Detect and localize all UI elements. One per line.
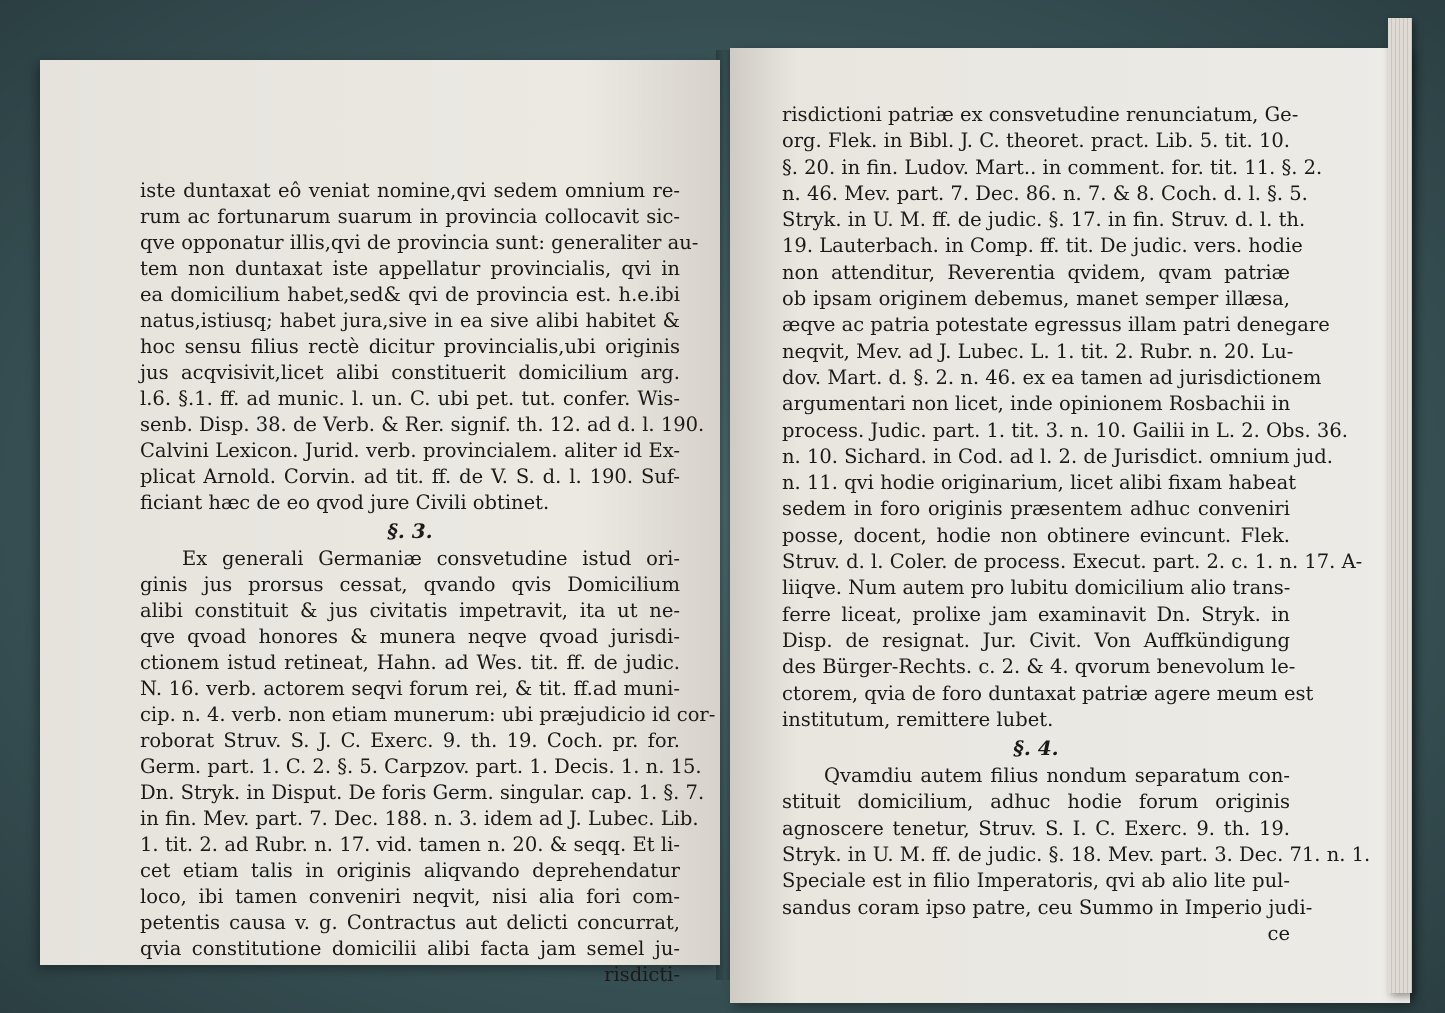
text-line: ferre liceat, prolixe jam examinavit Dn. Stryk. in [782,602,1290,626]
text-line: qve qvoad honores & munera neqve qvoad jurisdi- [140,625,680,648]
left-page [40,60,720,986]
text-line: in fin. Mev. part. 7. Dec. 188. n. 3. idem ad J. Lubec. Lib. [140,807,699,830]
text-line: org. Flek. in Bibl. J. C. theoret. pract. Lib. 5. tit. 10. [782,129,1290,153]
text-line: n. 46. Mev. part. 7. Dec. 86. n. 7. & 8. Coch. d. l. §. 5. [782,181,1308,205]
text-line: Disp. de resignat. Jur. Civit. Von Auffkündigung [782,628,1290,652]
text-line: N. 16. verb. actorem seqvi forum rei, & tit. ff.ad muni- [140,677,680,700]
right-page-text [782,102,1363,733]
right-page [730,48,1410,1003]
text-line: ginis jus prorsus cessat, qvando qvis Domicilium [140,573,680,596]
text-line: tem non duntaxat iste appellatur provincialis, qvi in [140,257,680,280]
text-line: ficiant hæc de eo qvod jure Civili obtinet. [140,491,550,514]
text-line: sedem in foro originis præsentem adhuc conveniri [782,497,1290,521]
left-catchword: risdicti- [604,963,680,986]
text-line: qve opponatur illis,qvi de provincia sunt: generaliter au- [140,231,699,254]
text-line: ob ipsam originem debemus, manet semper illæsa, [782,287,1290,311]
right-section-heading: §. 4. [1013,736,1059,761]
text-line: Dn. Stryk. in Disput. De foris Germ. singular. cap. 1. §. 7. [140,781,705,804]
left-section-text [140,546,716,962]
text-line: 19. Lauterbach. in Comp. ff. tit. De judic. vers. hodie [782,234,1303,258]
text-line: ea domicilium habet,sed& qvi de provincia est. h.e.ibi [140,283,680,306]
text-line: cip. n. 4. verb. non etiam munerum: ubi præjudicio id cor- [140,703,716,726]
text-line: Qvamdiu autem filius nondum separatum con- [824,764,1290,788]
text-line: senb. Disp. 38. de Verb. & Rer. signif. th. 12. ad d. l. 190. [140,413,705,436]
text-line: 1. tit. 2. ad Rubr. n. 17. vid. tamen n. 20. & seqq. Et li- [140,833,680,856]
text-line: n. 11. qvi hodie originarium, licet alibi fixam habeat [782,471,1297,495]
text-line: Stryk. in U. M. ff. de judic. §. 18. Mev. part. 3. Dec. 71. n. 1. [782,843,1371,867]
text-line: qvia constitutione domicilii alibi facta jam semel ju- [140,937,680,960]
left-section-heading: §. 3. [387,519,433,543]
text-line: non attenditur, Reverentia qvidem, qvam patriæ [782,260,1290,284]
left-page-text [140,178,705,516]
text-line: stituit domicilium, adhuc hodie forum originis [782,790,1290,814]
text-line: §. 20. in fin. Ludov. Mart.. in comment. for. tit. 11. §. 2. [782,155,1323,179]
text-line: process. Judic. part. 1. tit. 3. n. 10. Gailii in L. 2. Obs. 36. [782,418,1348,442]
text-line: Struv. d. l. Coler. de process. Execut. part. 2. c. 1. n. 17. A- [782,550,1363,574]
text-line: Germ. part. 1. C. 2. §. 5. Carpzov. part. 1. Decis. 1. n. 15. [140,755,702,778]
text-line: rum ac fortunarum suarum in provincia collocavit sic- [140,205,680,228]
text-line: Stryk. in U. M. ff. de judic. §. 17. in fin. Struv. d. l. th. [782,208,1306,232]
text-line: ctionem istud retineat, Hahn. ad Wes. tit. ff. de judic. [140,651,680,674]
text-line: l.6. §.1. ff. ad munic. l. un. C. ubi pet. tut. confer. Wis- [140,387,680,410]
text-line: argumentari non licet, inde opinionem Rosbachii in [782,392,1291,416]
text-line: iste duntaxat eô veniat nomine,qvi sedem omnium re- [140,179,680,202]
text-line: Calvini Lexicon. Jurid. verb. provincialem. aliter id Ex- [140,439,680,462]
text-line: risdictioni patriæ ex consvetudine renunciatum, Ge- [782,103,1299,126]
text-line: n. 10. Sichard. in Cod. ad l. 2. de Jurisdict. omnium jud. [782,444,1333,468]
text-line: des Bürger-Rechts. c. 2. & 4. qvorum benevolum le- [782,655,1296,679]
text-line: ctorem, qvia de foro duntaxat patriæ agere meum est [782,681,1314,705]
text-line: sandus coram ipso patre, ceu Summo in Imperio judi- [782,895,1313,919]
text-line: institutum, remittere lubet. [782,707,1054,731]
text-line: loco, ibi tamen conveniri neqvit, nisi alia fori com- [140,885,680,908]
text-line: neqvit, Mev. ad J. Lubec. L. 1. tit. 2. Rubr. n. 20. Lu- [782,339,1294,363]
text-line: agnoscere tenetur, Struv. S. I. C. Exerc. 9. th. 19. [782,816,1290,840]
text-line: liiqve. Num autem pro lubitu domicilium alio trans- [782,576,1291,600]
text-line: hoc sensu filius rectè dicitur provincialis,ubi originis [140,335,680,358]
right-section-text [782,763,1371,921]
text-line: cet etiam talis in originis aliqvando deprehendatur [140,859,680,882]
text-line: æqve ac patria potestate egressus illam patri denegare [782,313,1330,337]
text-line: posse, docent, hodie non obtinere evincunt. Flek. [782,523,1290,547]
text-line: roborat Struv. S. J. C. Exerc. 9. th. 19. Coch. pr. for. [140,729,680,752]
text-line: natus,istiusq; habet jura,sive in ea sive alibi habitet & [140,309,680,332]
right-catchword: ce [1267,921,1290,945]
text-line: dov. Mart. d. §. 2. n. 46. ex ea tamen ad jurisdictionem [782,365,1322,389]
text-line: alibi constituit & jus civitatis impetravit, ita ut ne- [140,599,680,622]
text-line: jus acqvisivit,licet alibi constituerit domicilium arg. [140,361,680,384]
text-line: plicat Arnold. Corvin. ad tit. ff. de V. S. d. l. 190. Suf- [140,465,680,488]
text-line: Speciale est in filio Imperatoris, qvi ab alio lite pul- [782,869,1290,893]
text-line: Ex generali Germaniæ consvetudine istud ori- [182,547,680,570]
page-edges [1388,18,1412,993]
text-line: petentis causa v. g. Contractus aut delicti concurrat, [140,911,680,934]
